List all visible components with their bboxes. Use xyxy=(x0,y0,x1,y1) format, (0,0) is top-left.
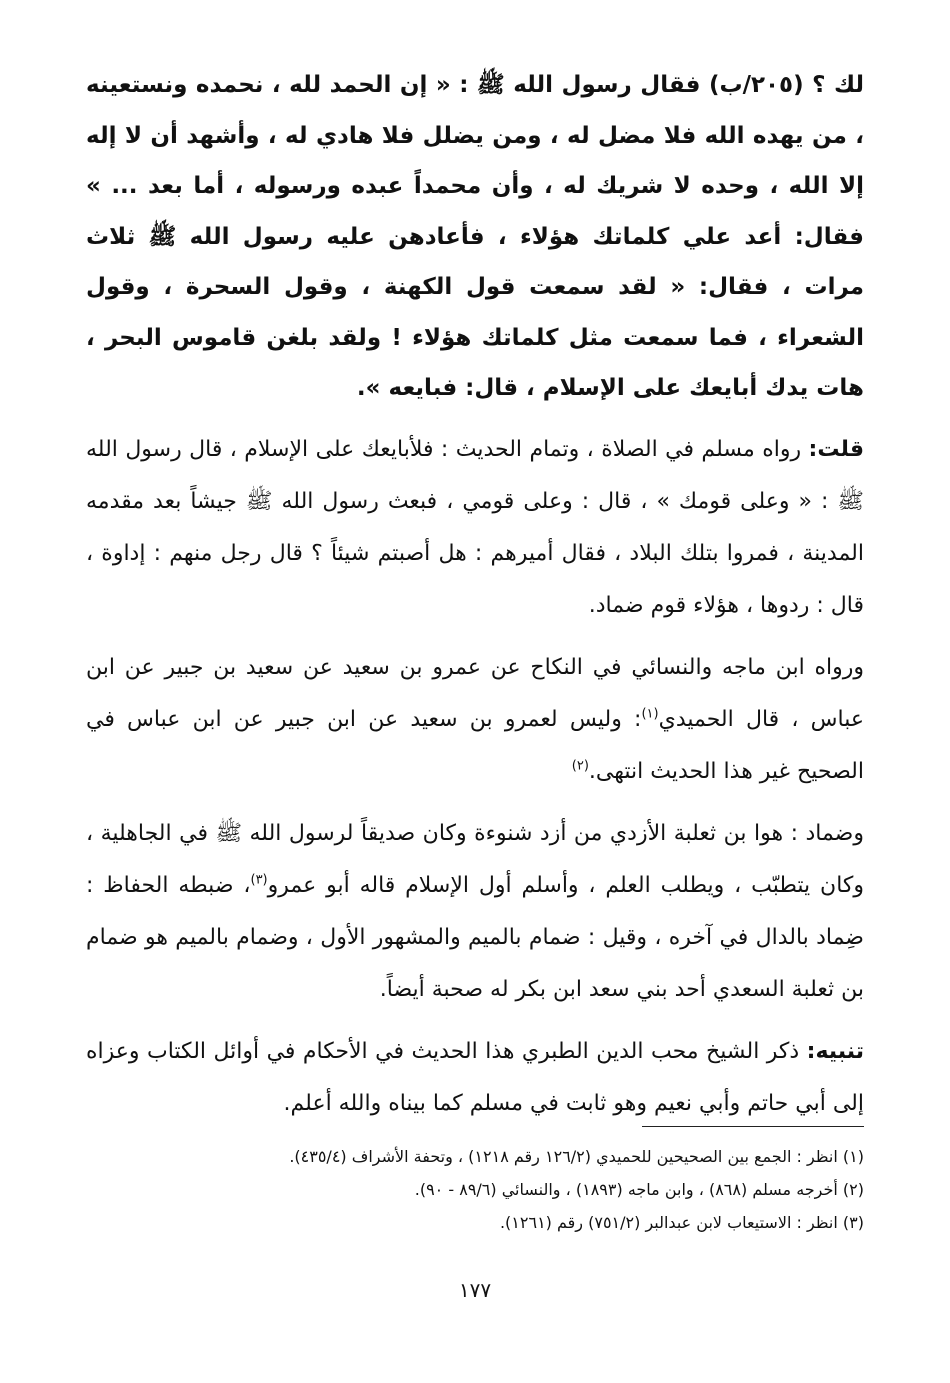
page-number: ١٧٧ xyxy=(458,1278,492,1302)
commentary-lead: قلت: xyxy=(808,436,864,462)
page-body xyxy=(86,60,864,1140)
narration-text-b: : وليس لعمرو بن سعيد عن ابن جبير عن ابن عباس في الصحيح غير هذا الحديث انتهى. xyxy=(86,706,864,784)
note-paragraph xyxy=(86,1026,864,1130)
hadith-paragraph: لك ؟ (٢٠٥/ب) فقال رسول الله ﷺ : « إن الحمد لله ، نحمده ونستعينه ، من يهده الله فلا مضل له ، ومن يضلل فلا هادي له ، وأشهد أن لا إله إلا الله ، وحده لا شريك له ، وأن محمداً عبده ورسوله ، أما بعد ... » فقال: أعد علي كلماتك هؤلاء ، فأعادهن عليه رسول الله ﷺ ثلاث مرات ، فقال: « لقد سمعت قول الكهنة ، وقول السحرة ، وقول الشعراء ، فما سمعت مثل كلماتك هؤلاء ! ولقد بلغن قاموس البحر ، هات يدك أبايعك على الإسلام ، قال: فبايعه ». xyxy=(86,72,864,401)
note-lead: تنبيه: xyxy=(806,1038,864,1064)
note-text: ذكر الشيخ محب الدين الطبري هذا الحديث في الأحكام في أوائل الكتاب وعزاه إلى أبي حاتم وأبي نعيم وهو ثابت في مسلم كما بيناه والله أعلم. xyxy=(86,1038,864,1116)
footnote-3: (٣) انظر : الاستيعاب لابن عبدالبر (٧٥١/٢) رقم (١٢٦١). xyxy=(499,1213,864,1232)
footnote-1: (١) انظر : الجمع بين الصحيحين للحميدي (١٢٦/٢ رقم ١٢١٨) ، وتحفة الأشراف (٤٣٥/٤). xyxy=(289,1147,864,1166)
commentary-text: رواه مسلم في الصلاة ، وتمام الحديث : فلأبايعك على الإسلام ، قال رسول الله ﷺ : « وعلى قومك » ، قال : وعلى قومي ، فبعث رسول الله ﷺ جيشاً بعد مقدمه المدينة ، فمروا بتلك البلاد ، فقال أميرهم : هل أصبتم شيئاً ؟ قال رجل منهم : إداوة ، قال : ردوها ، هؤلاء قوم ضماد. xyxy=(86,436,864,618)
narration-text-a: ورواه ابن ماجه والنسائي في النكاح عن عمرو بن سعيد عن سعيد بن جبير عن ابن عباس ، قال الحميدي xyxy=(86,654,864,732)
footnotes-section xyxy=(86,1140,864,1239)
commentary-paragraph xyxy=(86,424,864,632)
biography-text-a: وضماد : هوا بن ثعلبة الأزدي من أزد شنوءة وكان صديقاً لرسول الله ﷺ في الجاهلية ، وكان يتطبّب ، ويطلب العلم ، وأسلم أول الإسلام قاله أبو عمرو xyxy=(86,820,864,898)
biography-text-b: ، ضبطه الحفاظ : ضِماد بالدال في آخره ، وقيل : ضمام بالميم والمشهور الأول ، وضمام بالميم هو ضمام بن ثعلبة السعدي أحد بني سعد ابن بكر له صحبة أيضاً. xyxy=(86,872,864,1002)
biography-paragraph xyxy=(86,808,864,1016)
footnote-ref-1: (١) xyxy=(641,706,659,722)
footnote-ref-3: (٣) xyxy=(250,872,268,888)
footnote-divider xyxy=(642,1126,864,1127)
footnote-2: (٢) أخرجه مسلم (٨٦٨) ، وابن ماجه (١٨٩٣) ، والنسائي (٨٩/٦ - ٩٠). xyxy=(414,1180,864,1199)
narration-paragraph xyxy=(86,642,864,798)
footnote-ref-2: (٢) xyxy=(571,758,589,774)
